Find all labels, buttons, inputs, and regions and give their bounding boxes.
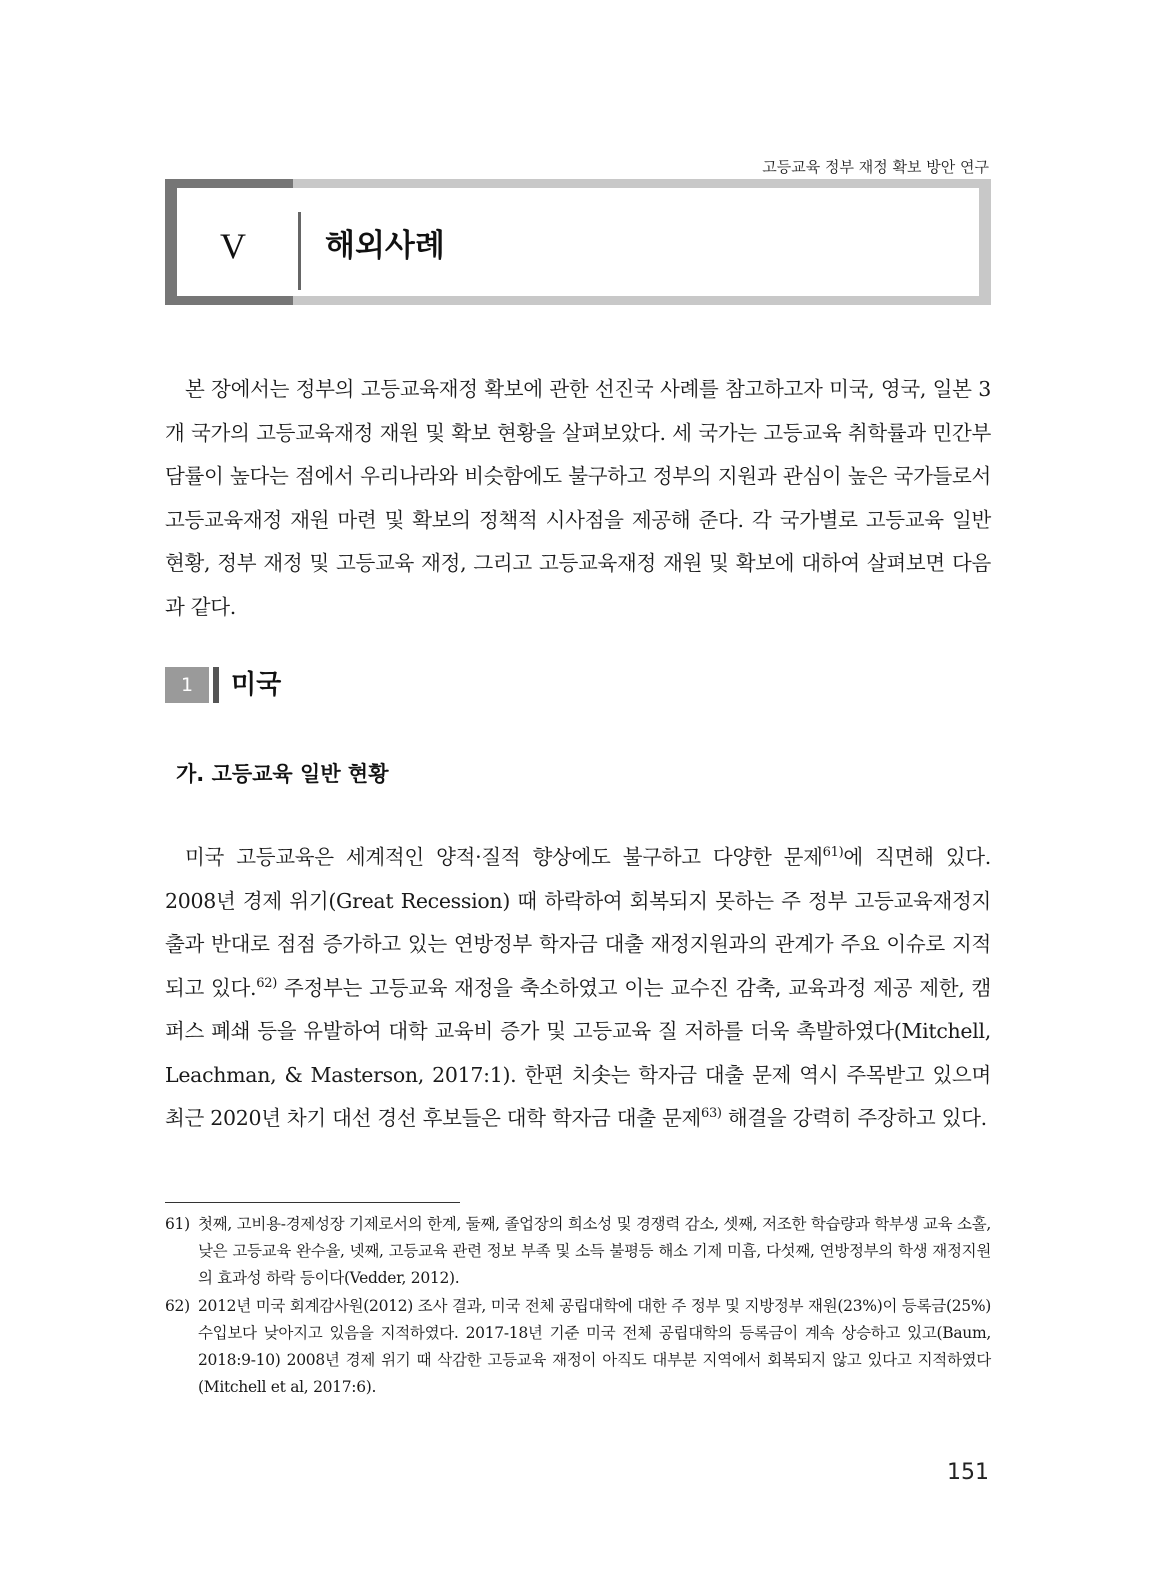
footnote-61: [165, 1211, 991, 1292]
chapter-heading-box: [165, 179, 991, 305]
footnote-rule: [165, 1202, 460, 1203]
footnotes: [165, 1211, 991, 1402]
chapter-heading-inner: [177, 188, 979, 296]
footnote-text: 첫째, 고비용-경제성장 기제로서의 한계, 둘째, 졸업장의 희소성 및 경쟁력 감소, 셋째, 저조한 학습량과 학부생 교육 소홀, 낮은 고등교육 완수율, 넷째, 고등교육 관련 정보 부족 및 소득 불평등 해소 기제 미흡, 다섯째, 연방정부의 학생 재정지원의 효과성 하락 등이다(Vedder, 2012).: [198, 1215, 991, 1287]
footnote-text: 2012년 미국 회계감사원(2012) 조사 결과, 미국 전체 공립대학에 대한 주 정부 및 지방정부 재원(23%)이 등록금(25%) 수입보다 낮아지고 있음을 지적하였다. 2017-18년 기준 미국 전체 공립대학의 등록금이 계속 상승하고 있고(Baum, 2018:9-10) 2008년 경제 위기 때 삭감한 고등교육 재정이 아직도 대부분 지역에서 회복되지 않고 있다고 지적하였다(Mitchell et al, 2017:6).: [198, 1297, 991, 1396]
chapter-title: 해외사례: [325, 228, 445, 264]
section-number-badge: 1: [165, 667, 209, 703]
body-text-part-3: 주정부는 고등교육 재정을 축소하였고 이는 교수진 감축, 교육과정 제공 제한, 캠퍼스 폐쇄 등을 유발하여 대학 교육비 증가 및 고등교육 질 저하를 더욱 촉발하였다(Mitchell, Leachman, & Masterson, 2017:1). 한편 치솟는 학자금 대출 문제 역시 주목받고 있으며 최근 2020년 차기 대선 경선 후보들은 대학 학자금 대출 문제: [165, 975, 991, 1130]
footnote-ref-62[interactable]: 62): [256, 975, 277, 991]
subsection-title: 가. 고등교육 일반 현황: [176, 762, 389, 786]
body-text-part-1: 미국 고등교육은 세계적인 양적·질적 향상에도 불구하고 다양한 문제: [185, 845, 823, 869]
section-bar: [213, 667, 219, 703]
body-paragraph: [165, 836, 991, 1141]
footnote-ref-63[interactable]: 63): [700, 1106, 722, 1121]
body-text-part-2: 에 직면해 있다. 2008년 경제 위기(Great Recession) 때 하락하여 회복되지 못하는 주 정부 고등교육재정지출과 반대로 점점 증가하고 있는 연방정부 학자금 대출 재정지원과의 관계가 주요 이슈로 지적되고 있다.: [165, 845, 991, 1000]
footnote-number: 62): [165, 1297, 190, 1315]
section-title: 미국: [231, 670, 282, 700]
running-header: 고등교육 정부 재정 확보 방안 연구: [762, 158, 989, 176]
chapter-number: V: [220, 226, 246, 266]
chapter-divider: [298, 212, 301, 290]
footnote-62: [165, 1293, 991, 1401]
page-number: 151: [947, 1460, 989, 1485]
body-text-part-4: 해결을 강력히 주장하고 있다.: [721, 1106, 987, 1130]
footnote-ref-61[interactable]: 61): [822, 845, 844, 860]
intro-paragraph: 본 장에서는 정부의 고등교육재정 확보에 관한 선진국 사례를 참고하고자 미국, 영국, 일본 3개 국가의 고등교육재정 재원 및 확보 현황을 살펴보았다. 세 국가는 고등교육 취학률과 민간부담률이 높다는 점에서 우리나라와 비슷함에도 불구하고 정부의 지원과 관심이 높은 국가들로서 고등교육재정 재원 마련 및 확보의 정책적 시사점을 제공해 준다. 각 국가별로 고등교육 일반 현황, 정부 재정 및 고등교육 재정, 그리고 고등교육재정 재원 및 확보에 대하여 살펴보면 다음과 같다.: [165, 377, 991, 619]
footnote-number: 61): [165, 1215, 190, 1233]
